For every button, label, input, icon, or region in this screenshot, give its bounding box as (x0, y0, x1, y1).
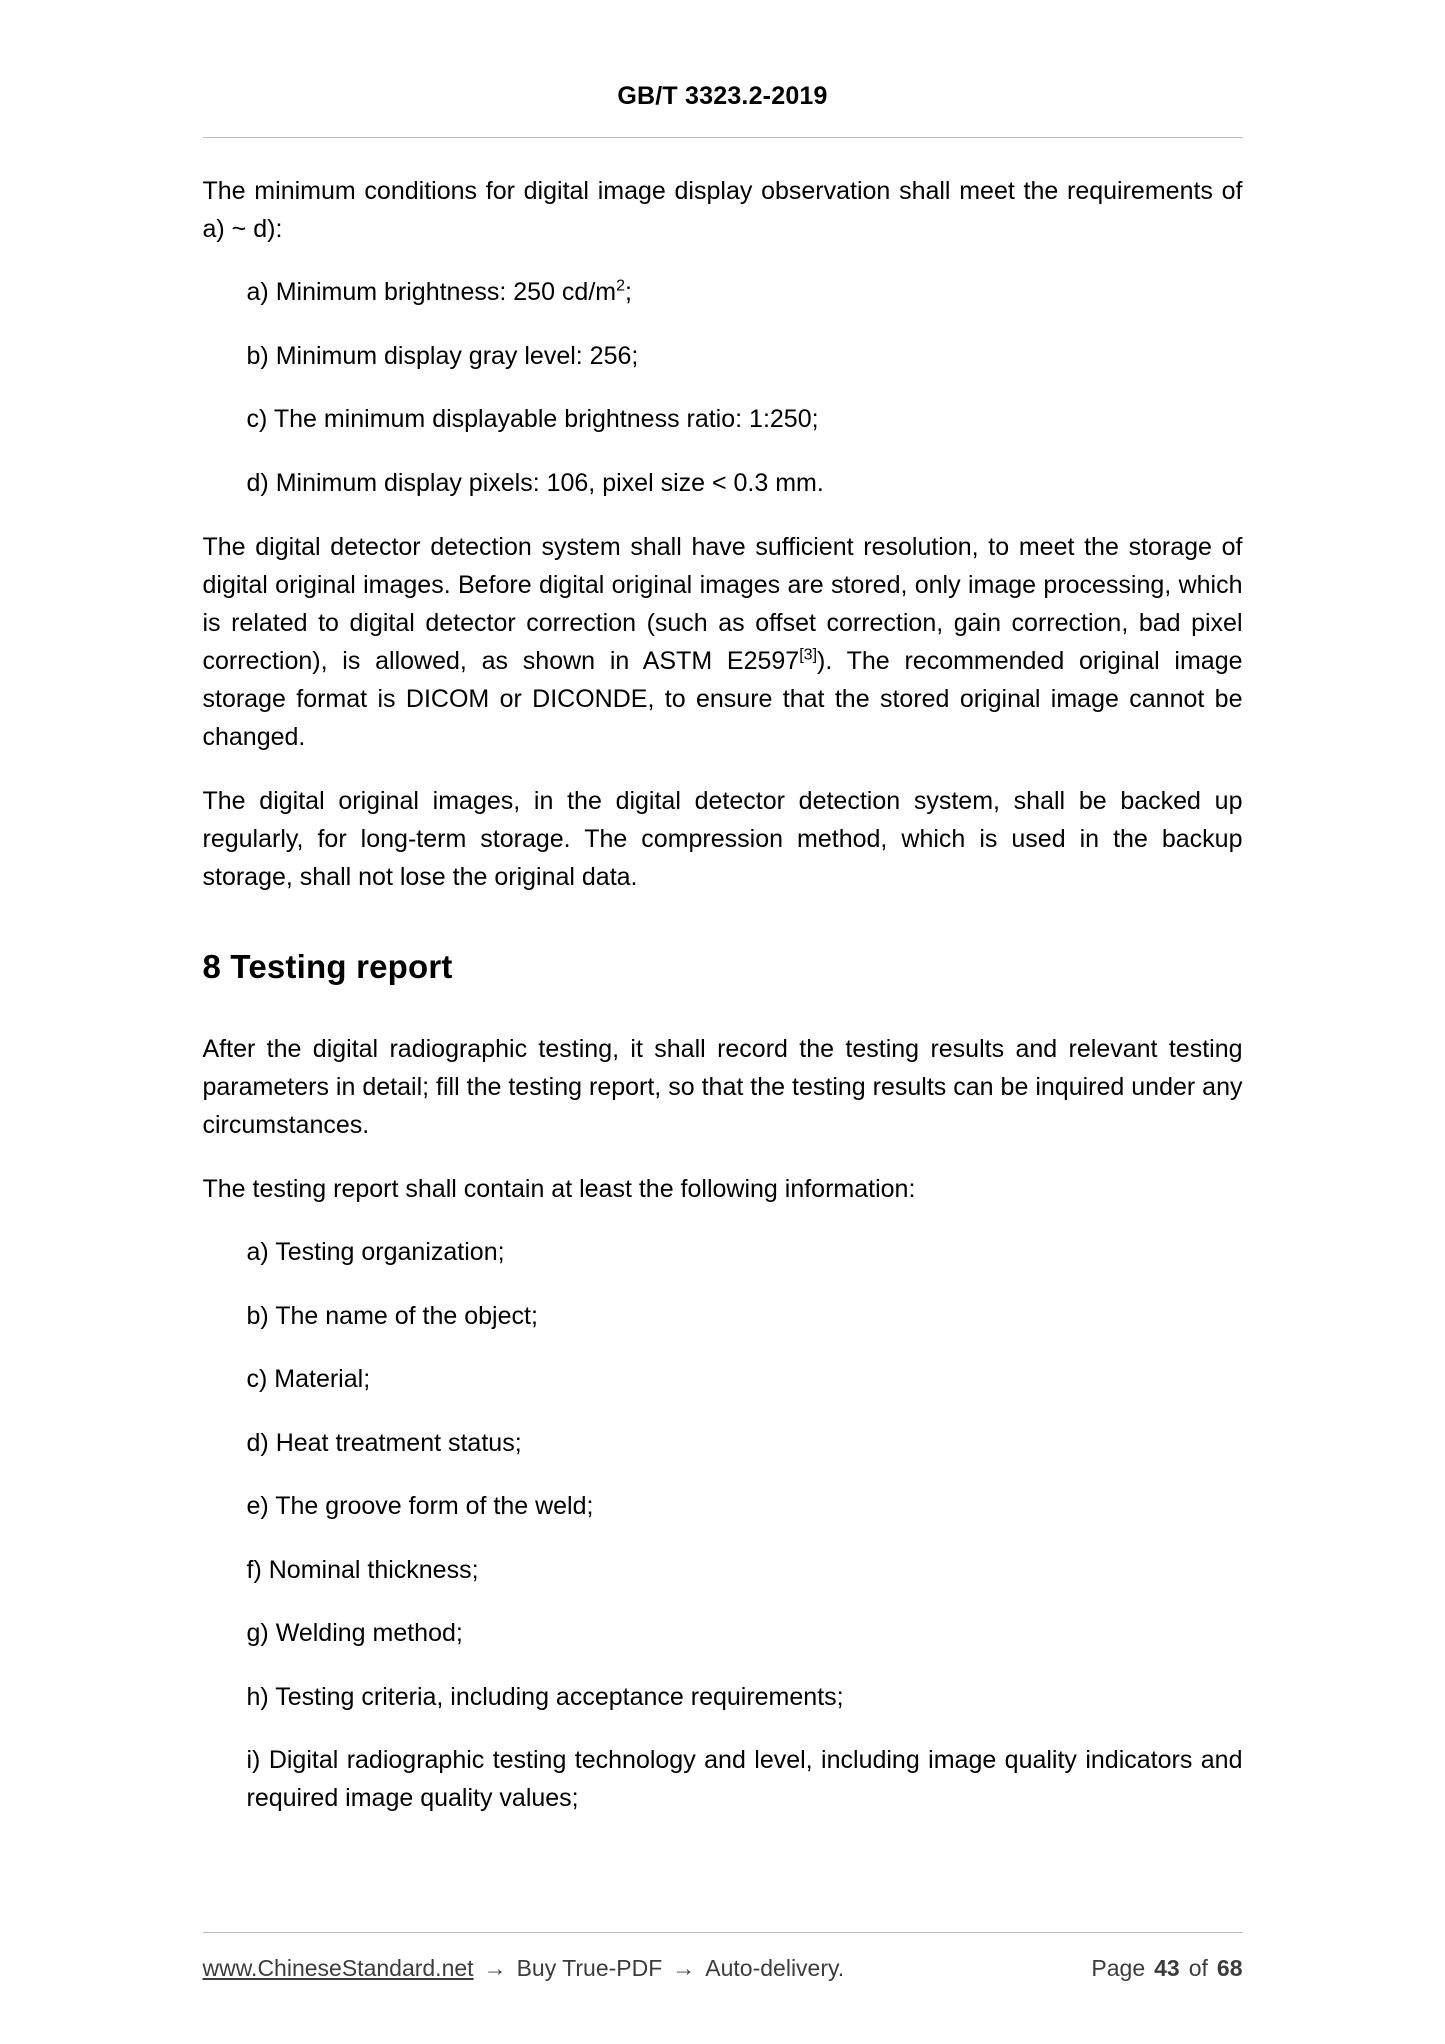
list-item-text: Heat treatment status; (275, 1428, 522, 1457)
list-item-text: Testing organization; (275, 1238, 505, 1266)
list-item (203, 1298, 1243, 1336)
list-item-label: b) (246, 1301, 269, 1330)
list-item-label: e) (246, 1492, 269, 1520)
list-item-label: h) (246, 1682, 269, 1711)
section-heading-testing-report: 8 Testing report (202, 948, 453, 985)
list-item-text: Welding method; (275, 1619, 463, 1647)
footer-total-pages: 68 (1216, 1955, 1243, 1981)
list-item (203, 1552, 1243, 1590)
arrow-right-icon: → (672, 1955, 696, 1981)
list-item-label: g) (246, 1619, 269, 1647)
arrow-right-icon: → (483, 1955, 507, 1981)
footer-of-word: of (1188, 1955, 1208, 1981)
list-item-text: Minimum display gray level: 256; (275, 341, 639, 370)
list-item (203, 1361, 1243, 1399)
list-item-text: The minimum displayable brightness ratio: 1:250; (273, 405, 819, 433)
list-item-label: c) (246, 405, 268, 433)
list-item (203, 1425, 1243, 1463)
list-item-label: b) (246, 341, 269, 370)
list-item-label: i) (246, 1746, 261, 1774)
list-item (203, 1679, 1243, 1717)
list-item-text: The groove form of the weld; (275, 1492, 594, 1520)
footer-site-link[interactable]: www.ChineseStandard.net (202, 1955, 474, 1981)
standard-id: GB/T 3323.2-2019 (617, 82, 828, 110)
list-item-label: d) (246, 468, 269, 497)
superscript: 2 (616, 277, 625, 295)
list-item-label: c) (246, 1365, 268, 1393)
list-item-label: a) (246, 1238, 269, 1266)
list-item (203, 274, 1243, 312)
list-item-text: Testing criteria, including acceptance requirements; (275, 1682, 844, 1711)
page-header (0, 0, 1445, 111)
reference-superscript: [3] (799, 646, 818, 664)
list-item-text: The name of the object; (275, 1301, 538, 1330)
footer-buy-label: Buy True-PDF (516, 1955, 663, 1981)
list-item (203, 1742, 1243, 1817)
footer-page-number: 43 (1154, 1955, 1180, 1981)
footer-divider (203, 1932, 1243, 1933)
list-item (203, 1488, 1243, 1526)
paragraph-after-testing: After the digital radiographic testing, it shall record the testing results and relevant testing parameters in detail; fill the testing report, so that the testing results can be inquired under any circumstances. (202, 1035, 1243, 1139)
paragraph-report-contains: The testing report shall contain at least the following information: (202, 1175, 916, 1203)
list-item-text: Material; (274, 1365, 371, 1393)
paragraph-backup: The digital original images, in the digital detector detection system, shall be backed up regularly, for long-term storage. The compression method, which is used in the backup storage, shall not lose the original data. (202, 787, 1243, 891)
list-item-tail: ; (625, 278, 632, 306)
footer-delivery-label: Auto-delivery. (705, 1955, 845, 1981)
paragraph-detector-system (203, 528, 1243, 756)
page-content (203, 138, 1243, 1817)
list-item (203, 465, 1243, 503)
page-footer (203, 1932, 1243, 1982)
list-item (203, 1615, 1243, 1653)
list-item-label: a) (246, 278, 269, 306)
footer-page-word: Page (1091, 1955, 1146, 1981)
list-item-text: Digital radiographic testing technology and level, including image quality indicators and required image quality values; (246, 1746, 1243, 1812)
list-item-text: Nominal thickness; (268, 1555, 479, 1584)
list-item (203, 401, 1243, 439)
paragraph-intro: The minimum conditions for digital image display observation shall meet the requirements of a) ~ d): (202, 177, 1243, 243)
list-item-text: Minimum brightness: 250 cd/m (275, 278, 617, 306)
paragraph-part-1: The digital detector detection system shall have sufficient resolution, to meet the storage of digital original images. Before digital original images are stored, only image processing, which is related to digital detector correction (such as offset correction, gain correction, bad pixel correction), is allowed, as shown in ASTM E2597 (202, 533, 1243, 675)
list-item-label: f) (246, 1555, 262, 1584)
list-item-text: Minimum display pixels: 106, pixel size < 0.3 mm. (275, 468, 824, 497)
paragraph-part-2: ). The recommended original image storage format is DICOM or DICONDE, to ensure that the stored original image cannot be changed. (202, 647, 1243, 751)
list-item (203, 1234, 1243, 1272)
list-item-label: d) (246, 1428, 269, 1457)
list-item (203, 338, 1243, 376)
